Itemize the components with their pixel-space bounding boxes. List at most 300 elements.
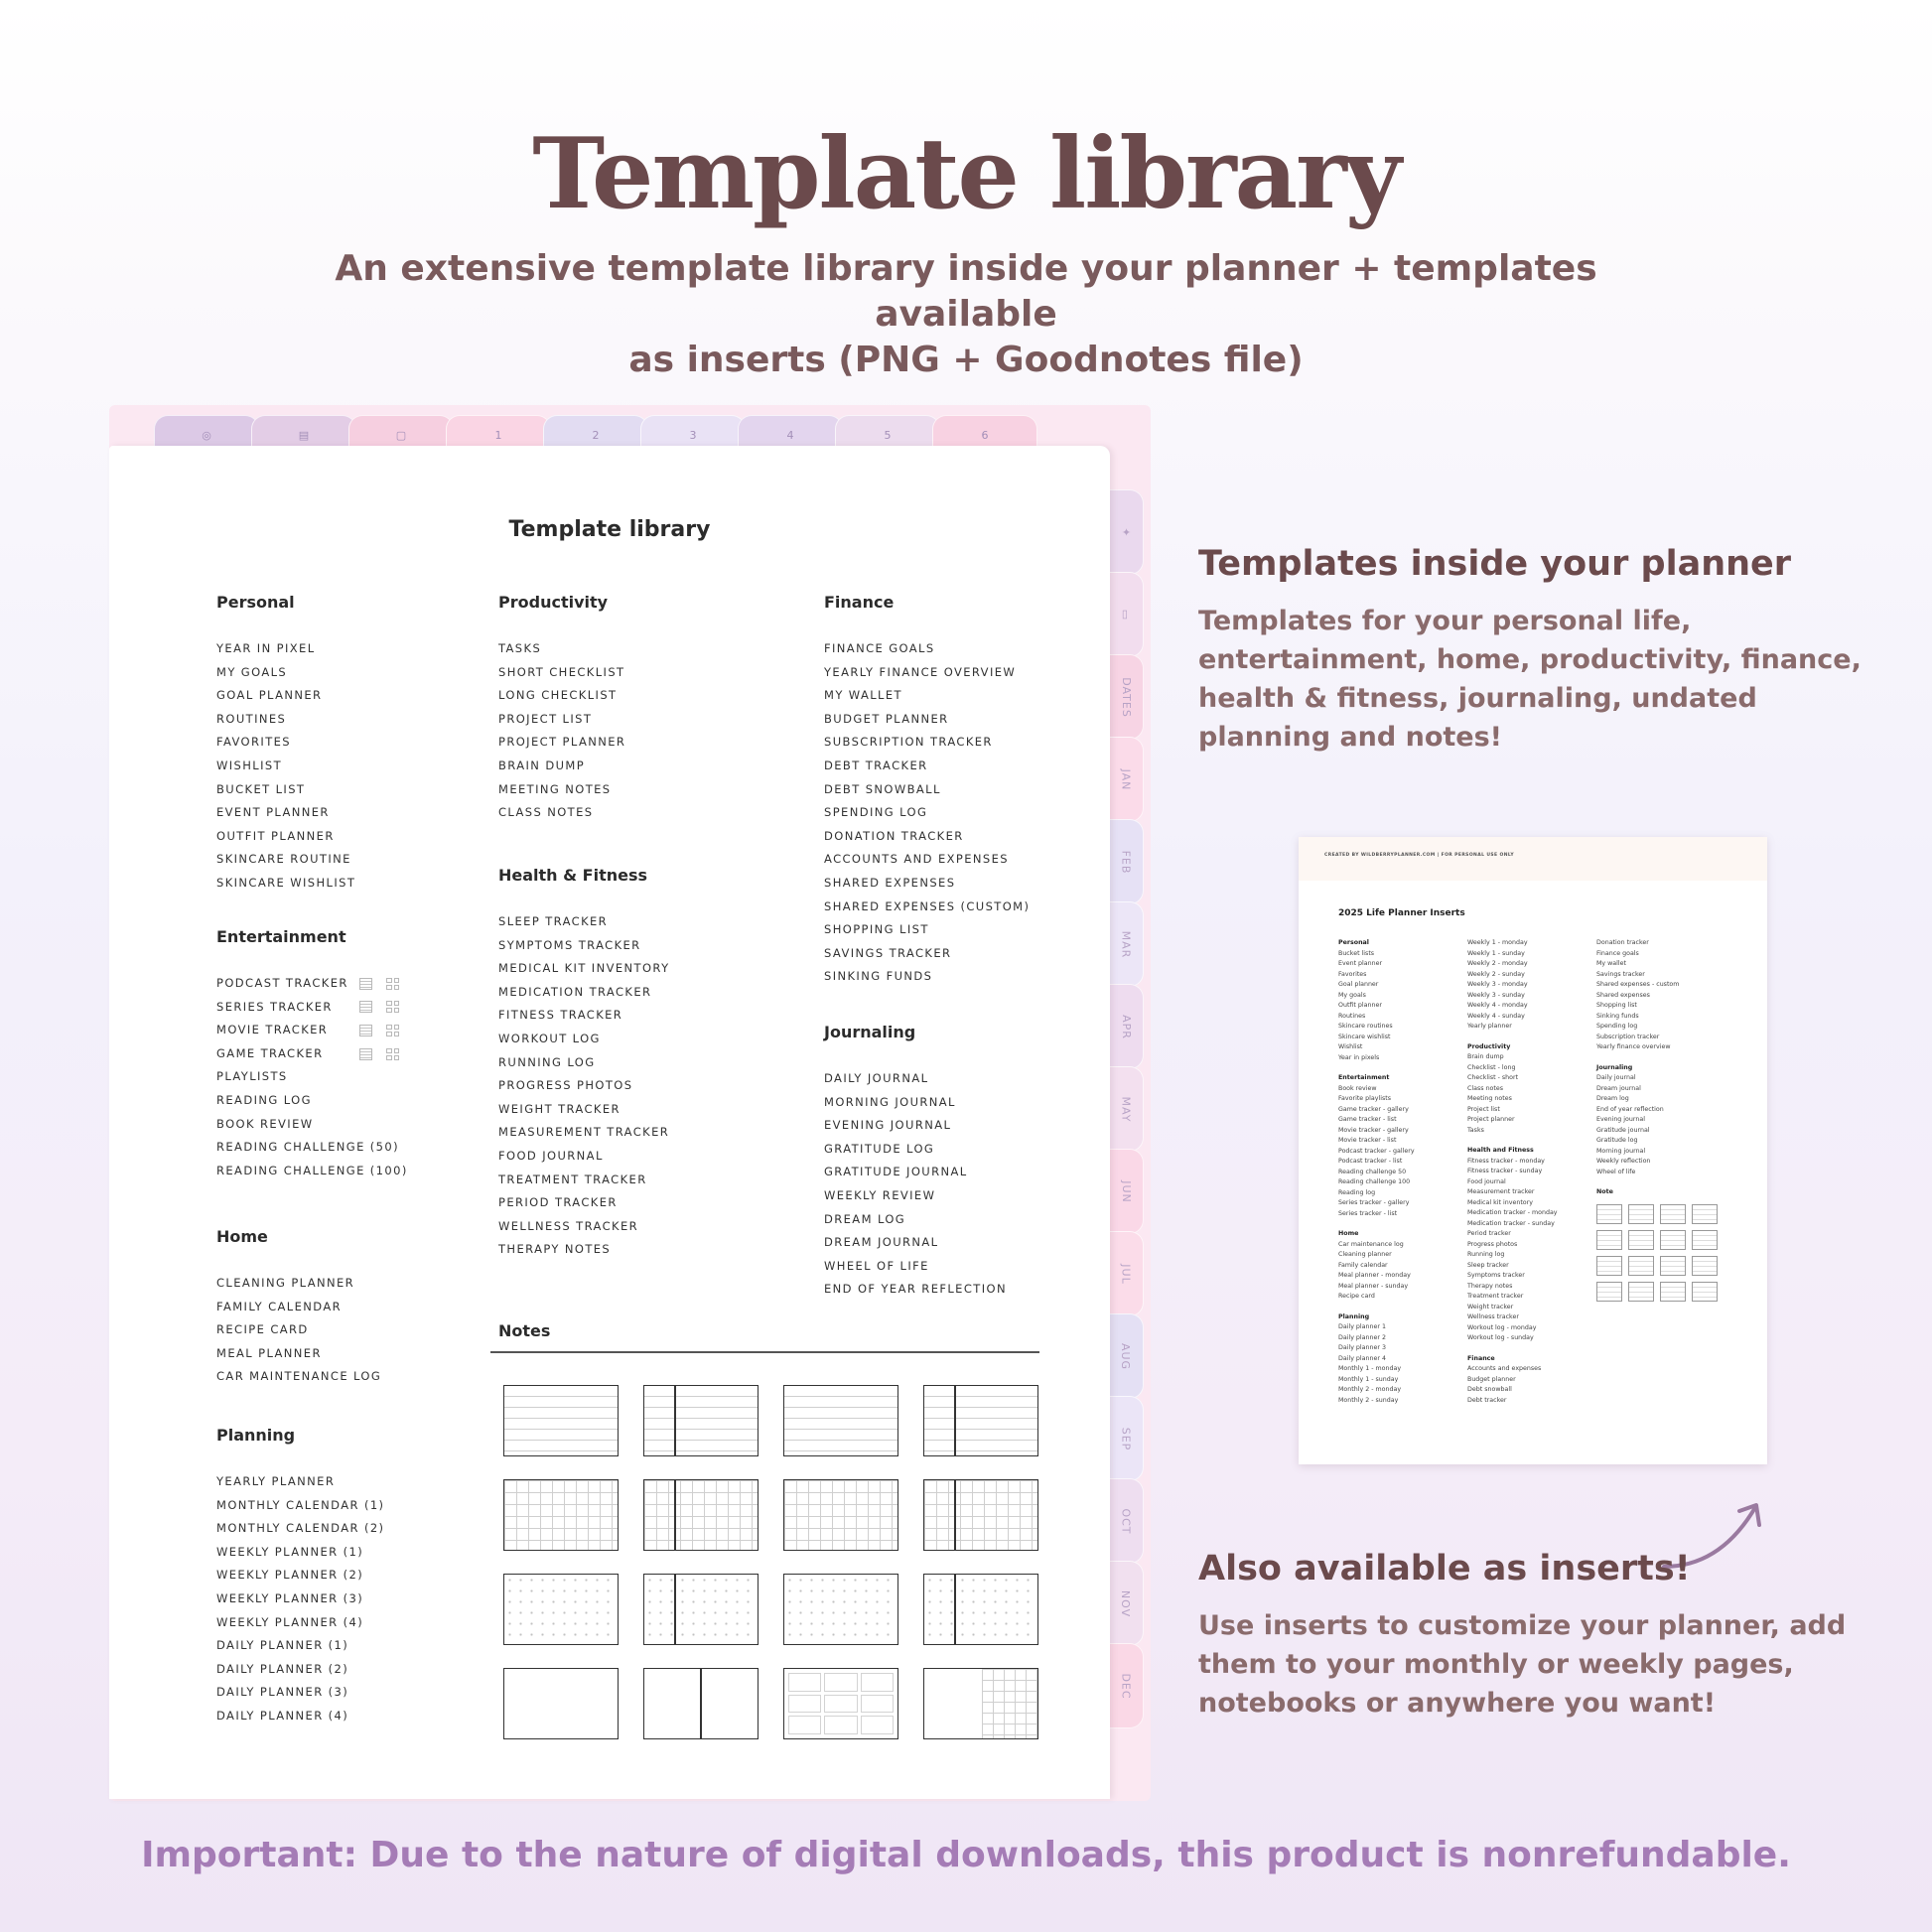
insert-item: Goal planner: [1338, 981, 1379, 988]
insert-note-thumb: [1596, 1282, 1622, 1302]
template-link-label: CAR MAINTENANCE LOG: [216, 1369, 382, 1384]
insert-note-thumb: [1660, 1256, 1686, 1276]
template-link[interactable]: [216, 1470, 384, 1494]
template-link[interactable]: [824, 896, 1030, 919]
template-link-label: DAILY JOURNAL: [824, 1071, 929, 1085]
top-tab[interactable]: ▤: [251, 415, 356, 455]
spacer: [1596, 1177, 1725, 1187]
template-link[interactable]: [824, 755, 1030, 778]
template-link[interactable]: [824, 872, 1030, 896]
template-link[interactable]: [498, 1051, 670, 1075]
template-link[interactable]: [824, 965, 1030, 989]
template-link-label: OUTFIT PLANNER: [216, 828, 335, 843]
template-link[interactable]: [216, 731, 355, 755]
template-link-label: GRATITUDE LOG: [824, 1141, 935, 1156]
top-tab[interactable]: ◎: [154, 415, 259, 455]
template-link-label: SLEEP TRACKER: [498, 914, 609, 928]
top-tab[interactable]: 2: [543, 415, 648, 455]
template-link[interactable]: [824, 1114, 1007, 1138]
template-link-label: BOOK REVIEW: [216, 1116, 314, 1131]
insert-heading: Entertainment: [1338, 1074, 1390, 1081]
insert-item: Weekly 3 - sunday: [1467, 991, 1525, 999]
template-link[interactable]: [216, 708, 355, 732]
template-link-label: FOOD JOURNAL: [498, 1148, 604, 1163]
insert-item: Monthly 2 - sunday: [1338, 1396, 1399, 1404]
side-tab[interactable]: [1108, 1313, 1144, 1399]
template-link[interactable]: [824, 1184, 1007, 1208]
side-tab-label: ✦: [1119, 526, 1133, 538]
template-link-label: BRAIN DUMP: [498, 758, 586, 772]
template-link[interactable]: [216, 1587, 384, 1611]
insert-item: Checklist - short: [1467, 1074, 1519, 1081]
template-link[interactable]: [216, 1318, 381, 1342]
top-tab[interactable]: 1: [446, 415, 551, 455]
insert-item: Weekly reflection: [1596, 1158, 1651, 1165]
template-link[interactable]: [216, 1272, 381, 1296]
template-link[interactable]: [498, 637, 625, 661]
notes-template-blank-split[interactable]: [643, 1668, 759, 1739]
insert-item: Series tracker - list: [1338, 1209, 1398, 1217]
insert-heading: Finance: [1467, 1354, 1495, 1362]
template-link[interactable]: [216, 1113, 415, 1137]
template-link-label: PROJECT PLANNER: [498, 735, 626, 750]
notes-template-grid[interactable]: [783, 1479, 898, 1551]
side-tab[interactable]: [1108, 1066, 1144, 1152]
insert-note-thumb: [1660, 1230, 1686, 1250]
template-link[interactable]: [498, 934, 670, 958]
templates-inside-text: Templates for your personal life, entertainment, home, productivity, finance, health & fitness, journaling, undated planning and notes!: [1198, 606, 1862, 753]
template-link-label: PLAYLISTS: [216, 1069, 288, 1084]
side-tab[interactable]: [1108, 654, 1144, 740]
insert-item: Finance goals: [1596, 949, 1639, 957]
template-link[interactable]: [216, 1541, 384, 1565]
template-link-label: SERIES TRACKER: [216, 999, 333, 1014]
template-link[interactable]: [498, 910, 670, 934]
top-tab[interactable]: ▢: [348, 415, 454, 455]
template-link-label: YEARLY PLANNER: [216, 1474, 336, 1488]
insert-item: Routines: [1338, 1012, 1366, 1020]
template-link[interactable]: [216, 1634, 384, 1658]
side-tab[interactable]: [1108, 1643, 1144, 1728]
section-heading: Entertainment: [216, 927, 346, 946]
template-link-label: MORNING JOURNAL: [824, 1094, 956, 1109]
side-tab[interactable]: [1108, 737, 1144, 822]
template-link-label: WEEKLY PLANNER (1): [216, 1544, 364, 1559]
template-link[interactable]: [498, 684, 625, 708]
template-link[interactable]: [498, 1098, 670, 1122]
section-heading: Personal: [216, 593, 295, 612]
notes-template-grid-margin[interactable]: [643, 1479, 759, 1551]
insert-item: Weekly 2 - sunday: [1467, 970, 1525, 978]
template-link-label: DAILY PLANNER (4): [216, 1708, 349, 1723]
template-link[interactable]: [498, 731, 625, 755]
insert-item: Dream log: [1596, 1095, 1629, 1102]
gallery-view-icon[interactable]: [386, 978, 399, 990]
template-link[interactable]: [498, 1004, 670, 1028]
section-entertainment: [216, 927, 415, 1182]
template-link-label: SHARED EXPENSES (CUSTOM): [824, 898, 1031, 913]
template-link-label: CLASS NOTES: [498, 805, 594, 820]
side-tab-label: JUL: [1119, 1263, 1133, 1285]
insert-heading: Personal: [1338, 939, 1369, 946]
template-link-label: WEEKLY PLANNER (4): [216, 1614, 364, 1629]
side-tab[interactable]: [1108, 572, 1144, 657]
insert-item: Skincare wishlist: [1338, 1033, 1391, 1040]
side-tab[interactable]: [1108, 1396, 1144, 1481]
template-link-label: READING LOG: [216, 1092, 312, 1107]
template-link[interactable]: [824, 708, 1030, 732]
template-link[interactable]: [824, 942, 1030, 966]
template-link-label: DEBT SNOWBALL: [824, 781, 941, 796]
template-link[interactable]: [216, 1342, 381, 1366]
section-heading: Finance: [824, 593, 895, 612]
template-link-label: SHARED EXPENSES: [824, 875, 956, 890]
insert-item: Game tracker - gallery: [1338, 1105, 1409, 1113]
template-link-label: FINANCE GOALS: [824, 641, 935, 655]
side-tab[interactable]: [1108, 1231, 1144, 1316]
template-link-label: WEEKLY REVIEW: [824, 1187, 936, 1202]
template-link-label: BUDGET PLANNER: [824, 711, 949, 726]
insert-item: Brain dump: [1467, 1053, 1504, 1060]
insert-header: [1299, 837, 1767, 881]
insert-item: Food journal: [1467, 1177, 1506, 1185]
template-link[interactable]: [498, 708, 625, 732]
template-link-label: ROUTINES: [216, 711, 287, 726]
template-link[interactable]: [216, 1517, 384, 1541]
template-link[interactable]: [498, 801, 625, 825]
template-link[interactable]: [824, 1208, 1007, 1232]
template-link-label: SAVINGS TRACKER: [824, 945, 952, 960]
template-link[interactable]: [498, 1145, 670, 1169]
template-link-label: SYMPTOMS TRACKER: [498, 937, 641, 952]
template-link[interactable]: [498, 661, 625, 685]
template-link[interactable]: [824, 801, 1030, 825]
template-link[interactable]: [216, 972, 415, 996]
notes-template-boxes[interactable]: [783, 1668, 898, 1739]
side-tab-label: AUG: [1119, 1342, 1133, 1370]
template-link[interactable]: [216, 755, 355, 778]
template-link-label: RUNNING LOG: [498, 1054, 596, 1069]
insert-item: Car maintenance log: [1338, 1240, 1404, 1248]
template-link[interactable]: [498, 1028, 670, 1051]
gallery-view-icon[interactable]: [386, 1025, 399, 1036]
insert-item: Daily planner 2: [1338, 1333, 1386, 1341]
spacer: [1596, 1053, 1725, 1063]
template-link[interactable]: [216, 1296, 381, 1319]
template-link[interactable]: [824, 684, 1030, 708]
notes-template-dotted[interactable]: [783, 1574, 898, 1645]
template-link[interactable]: [216, 1160, 415, 1183]
side-tab[interactable]: [1108, 901, 1144, 987]
insert-item: Therapy notes: [1467, 1282, 1513, 1290]
side-tab-label: JAN: [1119, 768, 1133, 790]
template-link[interactable]: [216, 1019, 415, 1042]
section-heading: Journaling: [824, 1023, 916, 1041]
list-view-icon[interactable]: [359, 978, 372, 990]
insert-item: Running log: [1467, 1251, 1505, 1258]
template-link-label: DONATION TRACKER: [824, 828, 964, 843]
notes-template-dotted-margin[interactable]: [923, 1574, 1038, 1645]
insert-item: Sinking funds: [1596, 1012, 1639, 1020]
insert-item: Cleaning planner: [1338, 1251, 1392, 1258]
insert-item: Workout log - sunday: [1467, 1334, 1534, 1341]
refund-notice: Important: Due to the nature of digital downloads, this product is nonrefundable.: [141, 1835, 1791, 1875]
insert-item: Budget planner: [1467, 1375, 1516, 1383]
template-link-label: MEASUREMENT TRACKER: [498, 1125, 670, 1140]
template-link[interactable]: [216, 684, 355, 708]
top-tab[interactable]: 6: [932, 415, 1037, 455]
template-link[interactable]: [498, 1191, 670, 1215]
template-link-label: END OF YEAR REFLECTION: [824, 1282, 1007, 1297]
template-link-label: BUCKET LIST: [216, 781, 306, 796]
section-heading: Notes: [498, 1321, 551, 1340]
template-link-label: MEETING NOTES: [498, 781, 612, 796]
template-link-label: CLEANING PLANNER: [216, 1276, 355, 1290]
insert-item: Family calendar: [1338, 1261, 1388, 1269]
side-tab[interactable]: [1108, 1561, 1144, 1646]
template-link-label: SUBSCRIPTION TRACKER: [824, 735, 993, 750]
side-tab[interactable]: [1108, 984, 1144, 1069]
template-link[interactable]: [498, 1074, 670, 1098]
template-link[interactable]: [216, 1705, 384, 1728]
template-link[interactable]: [824, 1067, 1007, 1091]
template-link[interactable]: [216, 1136, 415, 1160]
template-link-label: FAVORITES: [216, 735, 291, 750]
insert-note-thumb: [1628, 1282, 1654, 1302]
template-link[interactable]: [824, 1231, 1007, 1255]
list-view-icon[interactable]: [359, 1048, 372, 1060]
template-link[interactable]: [216, 996, 415, 1020]
template-link[interactable]: [824, 1278, 1007, 1302]
insert-heading: Productivity: [1467, 1042, 1511, 1050]
insert-title: 2025 Life Planner Inserts: [1338, 908, 1465, 918]
hero-subtitle-line1: An extensive template library inside your planner + templates available: [335, 248, 1597, 335]
template-link[interactable]: [824, 918, 1030, 942]
template-link-label: MEDICAL KIT INVENTORY: [498, 961, 670, 976]
template-link[interactable]: [824, 778, 1030, 802]
insert-item: Series tracker - gallery: [1338, 1199, 1410, 1206]
spacer: [1467, 1033, 1596, 1042]
insert-note-thumb: [1596, 1256, 1622, 1276]
template-link-label: SHOPPING LIST: [824, 922, 929, 937]
insert-item: Wishlist: [1338, 1043, 1363, 1050]
insert-item: Reading log: [1338, 1188, 1376, 1196]
list-view-icon[interactable]: [359, 1025, 372, 1036]
template-link-label: PROJECT LIST: [498, 711, 593, 726]
insert-item: Meeting notes: [1467, 1095, 1512, 1102]
list-view-icon[interactable]: [359, 1001, 372, 1013]
notes-template-lined[interactable]: [503, 1385, 619, 1456]
template-link[interactable]: [216, 1658, 384, 1682]
insert-item: Movie tracker - gallery: [1338, 1126, 1409, 1134]
template-link-label: WELLNESS TRACKER: [498, 1218, 639, 1233]
template-link[interactable]: [824, 825, 1030, 849]
template-link[interactable]: [498, 1121, 670, 1145]
template-link-label: WEIGHT TRACKER: [498, 1101, 621, 1116]
insert-item: Gratitude log: [1596, 1137, 1638, 1144]
insert-note-thumb: [1660, 1204, 1686, 1224]
template-link[interactable]: [824, 1255, 1007, 1279]
insert-item: Checklist - long: [1467, 1063, 1516, 1071]
side-tab-label: MAR: [1119, 930, 1133, 958]
notes-template-dotted-margin[interactable]: [643, 1574, 759, 1645]
insert-note-thumbnails: [1596, 1204, 1718, 1302]
insert-item: Shared expenses: [1596, 991, 1650, 999]
template-link[interactable]: [216, 825, 355, 849]
template-link[interactable]: [216, 778, 355, 802]
spacer: [1467, 1136, 1596, 1146]
template-link-label: EVENT PLANNER: [216, 805, 330, 820]
insert-item: Weekly 1 - monday: [1467, 939, 1528, 946]
template-link-label: GAME TRACKER: [216, 1045, 324, 1060]
template-link[interactable]: [216, 801, 355, 825]
insert-item: Gratitude journal: [1596, 1126, 1650, 1134]
section-notes: [498, 1321, 550, 1366]
insert-item: Movie tracker - list: [1338, 1137, 1397, 1144]
gallery-view-icon[interactable]: [386, 1048, 399, 1060]
insert-item: Book review: [1338, 1084, 1377, 1092]
insert-item: Podcast tracker - list: [1338, 1158, 1403, 1165]
template-link[interactable]: [498, 778, 625, 802]
template-link-label: MONTHLY CALENDAR (1): [216, 1497, 385, 1512]
insert-item: Favorites: [1338, 970, 1367, 978]
side-tab[interactable]: [1108, 1149, 1144, 1234]
insert-note-thumb: [1596, 1230, 1622, 1250]
template-link[interactable]: [824, 1091, 1007, 1115]
side-tab[interactable]: [1108, 489, 1144, 575]
template-link-label: FITNESS TRACKER: [498, 1008, 623, 1023]
template-link-label: SKINCARE WISHLIST: [216, 875, 356, 890]
template-link[interactable]: [498, 1215, 670, 1239]
insert-note-thumb: [1692, 1230, 1718, 1250]
insert-item: Podcast tracker - gallery: [1338, 1147, 1415, 1155]
template-link-label: YEARLY FINANCE OVERVIEW: [824, 664, 1017, 679]
insert-item: Medication tracker - monday: [1467, 1209, 1558, 1216]
template-link-label: SPENDING LOG: [824, 805, 928, 820]
template-link[interactable]: [216, 1365, 381, 1389]
side-tab-label: SEP: [1119, 1427, 1133, 1450]
spacer: [1467, 1344, 1596, 1354]
side-tab-label: MAY: [1119, 1096, 1133, 1122]
top-tab[interactable]: 4: [738, 415, 843, 455]
template-link[interactable]: [498, 1238, 670, 1262]
insert-item: Favorite playlists: [1338, 1095, 1392, 1102]
insert-note-thumb: [1660, 1282, 1686, 1302]
gallery-view-icon[interactable]: [386, 1001, 399, 1013]
insert-item: Dream journal: [1596, 1084, 1641, 1092]
notes-template-grid-margin[interactable]: [923, 1479, 1038, 1551]
template-link[interactable]: [216, 1494, 384, 1518]
insert-item: Wheel of life: [1596, 1168, 1636, 1175]
insert-item: Wellness tracker: [1467, 1313, 1519, 1320]
section-productivity: [498, 593, 625, 825]
spacer: [1338, 1063, 1467, 1073]
template-link[interactable]: [498, 981, 670, 1005]
insert-heading: Health and Fitness: [1467, 1147, 1534, 1154]
template-link[interactable]: [216, 1065, 415, 1089]
notes-template-lined-margin[interactable]: [643, 1385, 759, 1456]
insert-item: Yearly finance overview: [1596, 1043, 1671, 1050]
template-link[interactable]: [216, 872, 355, 896]
template-link[interactable]: [216, 661, 355, 685]
template-link[interactable]: [498, 1169, 670, 1192]
insert-item: Outfit planner: [1338, 1002, 1382, 1009]
template-link[interactable]: [498, 755, 625, 778]
section-heading: Productivity: [498, 593, 609, 612]
template-link[interactable]: [498, 957, 670, 981]
insert-item: Daily planner 3: [1338, 1344, 1386, 1351]
template-link[interactable]: [824, 848, 1030, 872]
section-home: [216, 1227, 381, 1389]
template-link-label: LONG CHECKLIST: [498, 688, 618, 703]
insert-column-2: [1467, 938, 1596, 1406]
insert-item: Weight tracker: [1467, 1303, 1514, 1311]
template-link-label: PERIOD TRACKER: [498, 1195, 618, 1210]
template-link-label: MEDICATION TRACKER: [498, 984, 652, 999]
top-tab[interactable]: 5: [835, 415, 940, 455]
template-link[interactable]: [216, 1681, 384, 1705]
insert-item: Weekly 3 - monday: [1467, 981, 1528, 988]
notes-template-lined-margin[interactable]: [923, 1385, 1038, 1456]
side-tab[interactable]: [1108, 1478, 1144, 1564]
template-link-label: DAILY PLANNER (3): [216, 1685, 349, 1700]
notes-template-blank[interactable]: [503, 1668, 619, 1739]
template-link[interactable]: [216, 1042, 415, 1066]
templates-inside-heading: Templates inside your planner: [1198, 544, 1792, 584]
insert-item: Daily planner 4: [1338, 1354, 1386, 1362]
section-health-fitness: [498, 866, 670, 1262]
section-heading: Health & Fitness: [498, 866, 648, 885]
side-tab-label: OCT: [1119, 1507, 1133, 1535]
template-link[interactable]: [824, 1161, 1007, 1184]
insert-note-thumb: [1596, 1204, 1622, 1224]
template-link[interactable]: [216, 848, 355, 872]
template-link[interactable]: [824, 637, 1030, 661]
insert-note-thumb: [1692, 1204, 1718, 1224]
notes-template-lined[interactable]: [783, 1385, 898, 1456]
template-link-label: EVENING JOURNAL: [824, 1118, 952, 1133]
section-planning: [216, 1426, 384, 1728]
insert-item: Weekly 2 - monday: [1467, 960, 1528, 967]
template-link[interactable]: [824, 1138, 1007, 1162]
insert-item: Debt tracker: [1467, 1396, 1507, 1404]
template-link-label: GOAL PLANNER: [216, 688, 323, 703]
template-link-label: YEAR IN PIXEL: [216, 641, 316, 655]
insert-note-thumb: [1628, 1204, 1654, 1224]
template-link[interactable]: [216, 637, 355, 661]
insert-item: Morning journal: [1596, 1147, 1646, 1155]
template-link[interactable]: [216, 1564, 384, 1587]
notes-template-dotted[interactable]: [503, 1574, 619, 1645]
side-tab[interactable]: [1108, 819, 1144, 904]
template-link[interactable]: [824, 661, 1030, 685]
notes-template-grid[interactable]: [503, 1479, 619, 1551]
insert-item: Weekly 1 - sunday: [1467, 949, 1525, 957]
notes-template-blank-right-grid[interactable]: [923, 1668, 1038, 1739]
template-link[interactable]: [824, 731, 1030, 755]
template-link-label: READING CHALLENGE (50): [216, 1140, 400, 1155]
notes-divider: [490, 1351, 1039, 1353]
template-link[interactable]: [216, 1089, 415, 1113]
inserts-text: Use inserts to customize your planner, add them to your monthly or weekly pages, notebooks or anywhere you want!: [1198, 1610, 1847, 1719]
template-link-label: DREAM JOURNAL: [824, 1235, 939, 1250]
insert-item: My goals: [1338, 991, 1366, 999]
template-link[interactable]: [216, 1611, 384, 1635]
template-link-label: DEBT TRACKER: [824, 758, 928, 772]
top-tab[interactable]: 3: [640, 415, 746, 455]
insert-item: Donation tracker: [1596, 939, 1649, 946]
insert-item: Weekly 4 - monday: [1467, 1002, 1528, 1009]
